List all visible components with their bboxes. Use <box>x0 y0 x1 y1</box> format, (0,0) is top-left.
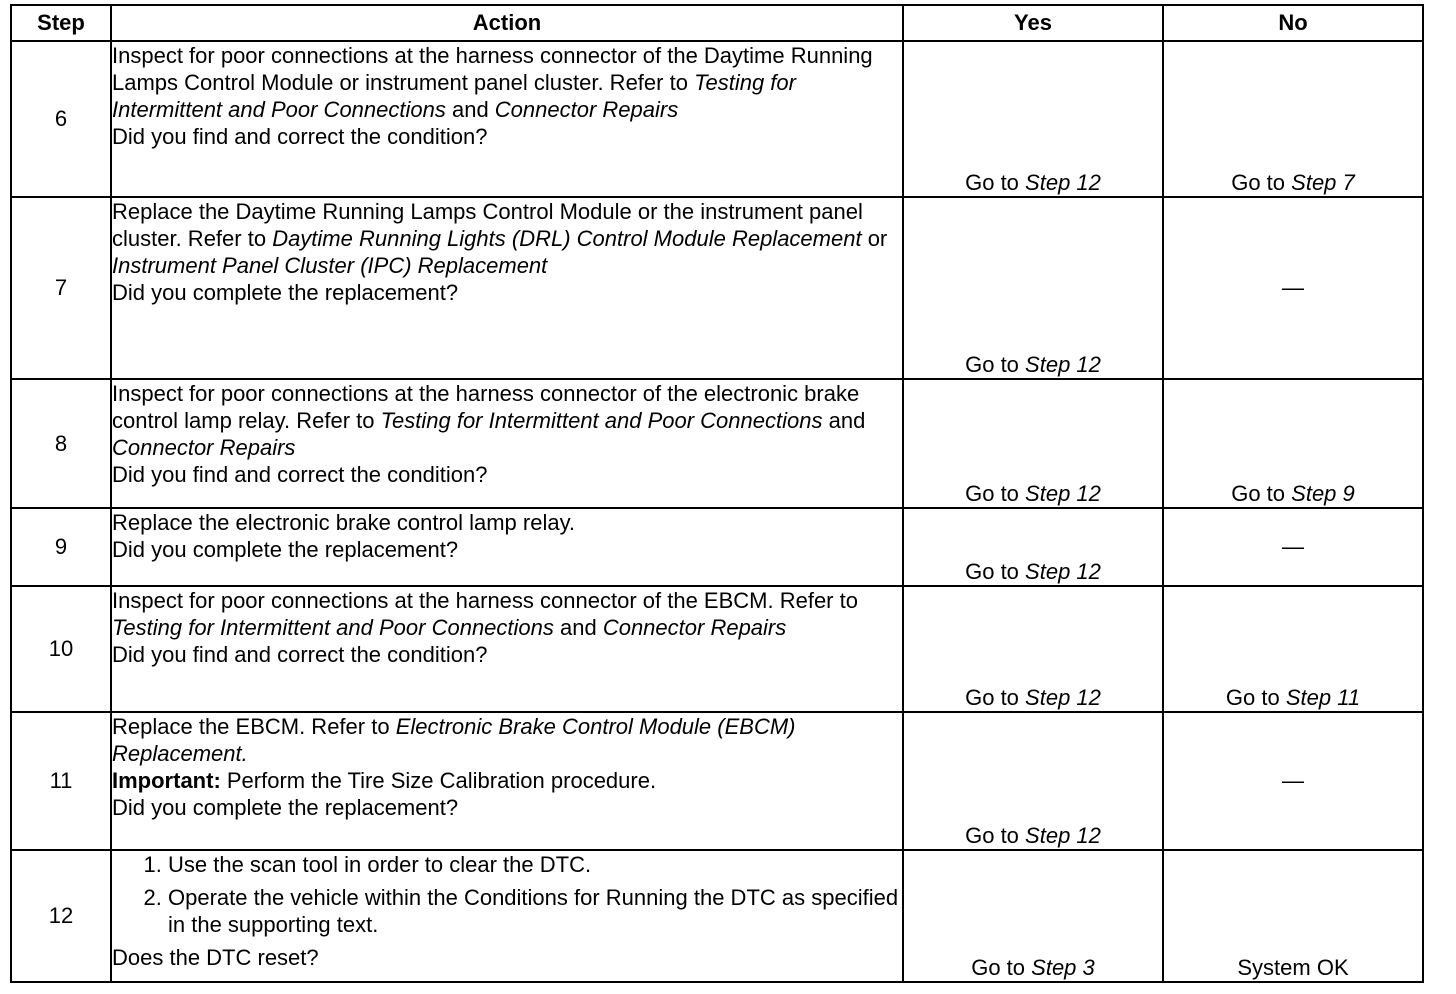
action-text <box>112 587 902 641</box>
yes-step-ref: Step 12 <box>1025 481 1101 506</box>
yes-cell <box>903 41 1163 197</box>
reference-link: Testing for Intermittent and Poor Connections <box>112 615 554 640</box>
table-row <box>11 586 1423 712</box>
action-instruction: Inspect for poor connections at the harness connector of the Daytime Running Lamps Control Module or instrument panel cluster. Refer to <box>112 43 873 95</box>
go-to-label: Go to <box>965 685 1019 710</box>
reference-link: Connector Repairs <box>602 615 787 640</box>
table-row <box>11 41 1423 197</box>
question-text: Did you find and correct the condition? <box>112 462 488 487</box>
go-to-label: Go to <box>965 481 1019 506</box>
header-action: Action <box>111 5 903 41</box>
reference-link: Connector Repairs <box>112 435 296 460</box>
no-step-ref: Step 9 <box>1291 481 1355 506</box>
reference-link: Testing for Intermittent and Poor Connections <box>380 408 823 433</box>
yes-cell <box>903 712 1163 850</box>
action-instruction: Inspect for poor connections at the harness connector of the electronic brake control lamp relay. Refer to <box>112 381 860 433</box>
important-label: Important: <box>112 768 221 793</box>
conjunction: and <box>445 97 495 122</box>
no-cell: — <box>1163 197 1423 379</box>
go-to-label: Go to <box>965 170 1019 195</box>
header-yes: Yes <box>903 5 1163 41</box>
action-text <box>112 713 902 767</box>
action-cell <box>111 850 903 982</box>
diagnostic-table <box>10 4 1424 983</box>
step-number: 10 <box>11 586 111 712</box>
action-text <box>112 380 902 461</box>
reference-link: Electronic Brake Control Module (EBCM) Replacement. <box>112 714 796 766</box>
table-row <box>11 508 1423 586</box>
yes-step-ref: Step 12 <box>1025 685 1101 710</box>
yes-cell <box>903 508 1163 586</box>
action-instruction: Replace the Daytime Running Lamps Control Module or the instrument panel cluster. Refer to <box>112 199 863 251</box>
conjunction: and <box>553 615 603 640</box>
important-text: Perform the Tire Size Calibration procedure. <box>220 768 657 793</box>
header-no: No <box>1163 5 1423 41</box>
list-item: 1. Use the scan tool in order to clear the DTC. <box>168 851 902 878</box>
action-cell <box>111 712 903 850</box>
conjunction: and <box>822 408 866 433</box>
question-text: Did you complete the replacement? <box>112 537 459 562</box>
no-cell: — <box>1163 712 1423 850</box>
step-number: 7 <box>11 197 111 379</box>
action-cell <box>111 586 903 712</box>
action-text <box>112 198 902 279</box>
step-number: 9 <box>11 508 111 586</box>
go-to-label: Go to <box>1231 170 1286 195</box>
table-row <box>11 197 1423 379</box>
header-row <box>11 5 1423 41</box>
go-to-label: Go to <box>1231 481 1286 506</box>
table-row <box>11 379 1423 508</box>
no-cell <box>1163 586 1423 712</box>
important-note <box>112 767 902 794</box>
reference-link: Daytime Running Lights (DRL) Control Module Replacement <box>272 226 862 251</box>
step-number: 8 <box>11 379 111 508</box>
table-row <box>11 712 1423 850</box>
reference-link: Testing for Intermittent and Poor Connections <box>112 70 796 122</box>
step-number: 11 <box>11 712 111 850</box>
action-cell <box>111 41 903 197</box>
yes-cell <box>903 850 1163 982</box>
no-step-ref: Step 7 <box>1291 170 1355 195</box>
reference-link: Instrument Panel Cluster (IPC) Replacement <box>112 253 548 278</box>
table-row <box>11 850 1423 982</box>
yes-step-ref: Step 3 <box>1031 955 1095 980</box>
action-cell <box>111 379 903 508</box>
no-cell: System OK <box>1163 850 1423 982</box>
yes-step-ref: Step 12 <box>1025 559 1101 584</box>
action-instruction: Inspect for poor connections at the harness connector of the EBCM. Refer to <box>112 588 858 613</box>
list-item: 2. Operate the vehicle within the Conditions for Running the DTC as specified in the supporting text. <box>168 884 902 938</box>
step-number: 6 <box>11 41 111 197</box>
no-cell <box>1163 41 1423 197</box>
question-text: Did you complete the replacement? <box>112 795 459 820</box>
action-cell <box>111 508 903 586</box>
action-text <box>112 42 902 123</box>
action-text: Replace the electronic brake control lamp relay. <box>112 510 576 535</box>
yes-cell <box>903 586 1163 712</box>
go-to-label: Go to <box>965 823 1019 848</box>
header-step: Step <box>11 5 111 41</box>
reference-link: Connector Repairs <box>494 97 679 122</box>
question-text: Did you find and correct the condition? <box>112 124 488 149</box>
question-text: Did you complete the replacement? <box>112 280 459 305</box>
yes-cell <box>903 197 1163 379</box>
go-to-label: Go to <box>965 559 1019 584</box>
yes-step-ref: Step 12 <box>1025 170 1101 195</box>
question-text: Does the DTC reset? <box>112 945 319 970</box>
conjunction: or <box>861 226 888 251</box>
no-step-ref: Step 11 <box>1285 685 1361 710</box>
yes-step-ref: Step 12 <box>1025 823 1101 848</box>
action-instruction: Replace the EBCM. Refer to <box>112 714 396 739</box>
yes-cell <box>903 379 1163 508</box>
step-number: 12 <box>11 850 111 982</box>
no-cell <box>1163 379 1423 508</box>
question-text: Did you find and correct the condition? <box>112 642 488 667</box>
yes-step-ref: Step 12 <box>1025 352 1101 377</box>
go-to-label: Go to <box>965 352 1019 377</box>
no-cell: — <box>1163 508 1423 586</box>
go-to-label: Go to <box>971 955 1026 980</box>
action-cell <box>111 197 903 379</box>
procedure-list <box>112 851 902 944</box>
go-to-label: Go to <box>1225 685 1280 710</box>
